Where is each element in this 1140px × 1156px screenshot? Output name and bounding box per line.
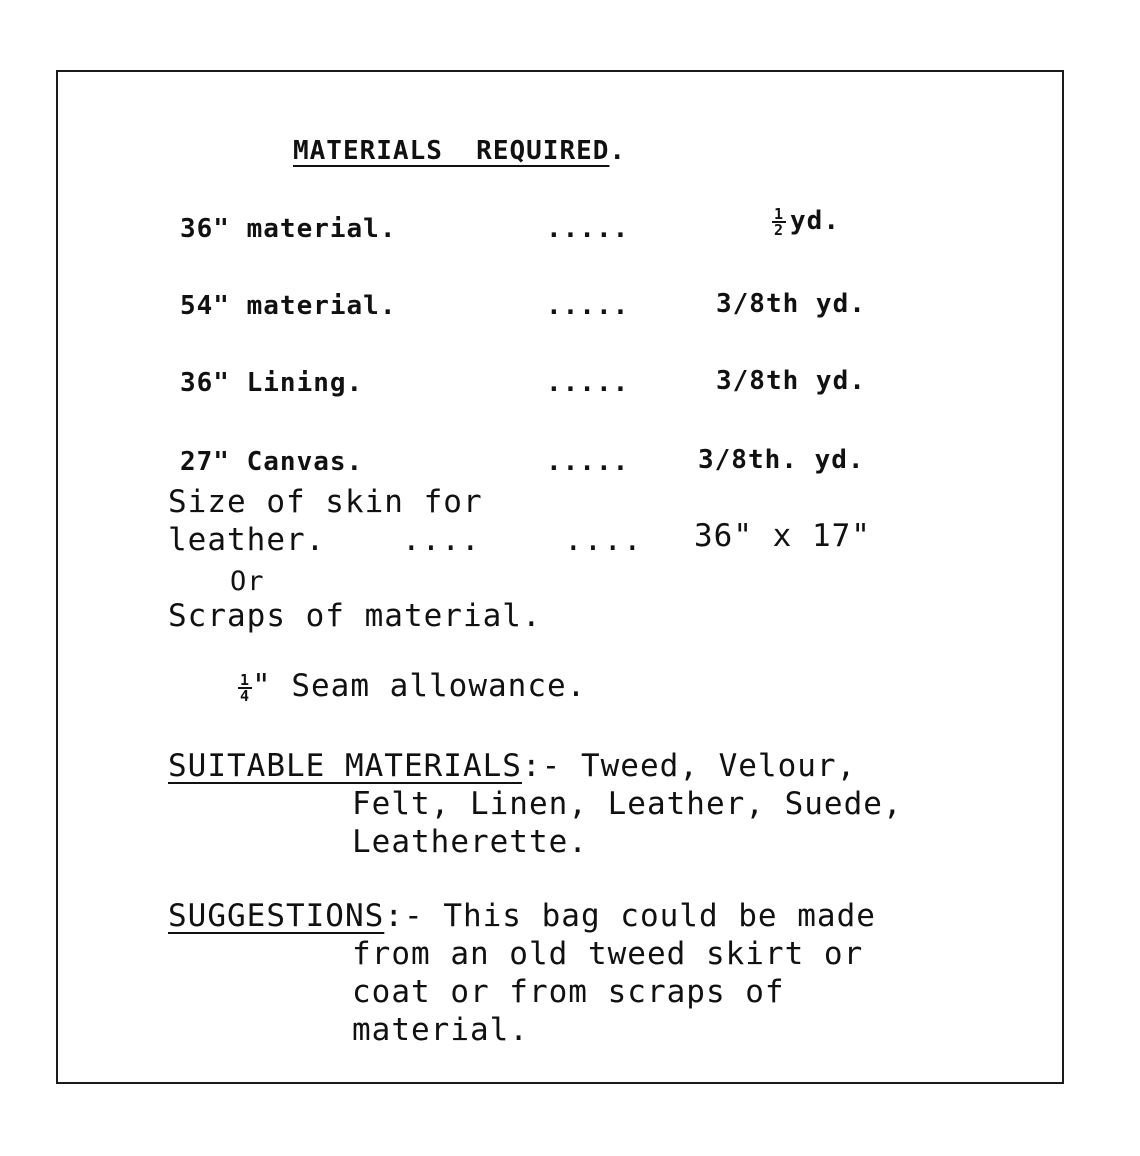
suggestions-label: SUGGESTIONS [168, 898, 385, 934]
suggestions-line-2: from an old tweed skirt or [352, 936, 864, 972]
leather-size: 36" x 17" [694, 518, 871, 554]
suitable-materials-line-3: Leatherette. [352, 824, 588, 860]
scraps-text: Scraps of material. [168, 598, 542, 634]
req-qty-4: 3/8th. yd. [698, 445, 865, 475]
fraction-half: $\frac{1}{2}$ [774, 204, 785, 239]
title-period: . [609, 136, 627, 166]
req-item-3: 36" Lining. [180, 368, 364, 398]
req-dots-1: ..... [546, 214, 630, 244]
suggestions-line-3: coat or from scraps of [352, 974, 785, 1010]
leather-line-1: Size of skin for [168, 484, 483, 520]
page-title [293, 136, 626, 166]
fraction-quarter: $\frac{1}{4}$ [240, 670, 251, 705]
req-item-1: 36" material. [180, 214, 397, 244]
leather-dots-2: .... [564, 522, 643, 558]
req-dots-2: ..... [546, 291, 630, 321]
suitable-materials-line-2: Felt, Linen, Leather, Suede, [352, 786, 903, 822]
req-item-4: 27" Canvas. [180, 447, 364, 477]
req-qty-3: 3/8th yd. [716, 366, 866, 396]
seam-allowance: $\frac{1}{4}$ " Seam allowance. [240, 668, 587, 705]
title-text: MATERIALS REQUIRED [293, 136, 610, 166]
suggestions-line-4: material. [352, 1012, 529, 1048]
leather-line-2: leather. [168, 522, 326, 558]
req-dots-4: ..... [546, 447, 630, 477]
or-label: Or [230, 566, 265, 597]
suitable-materials-label: SUITABLE MATERIALS [168, 748, 522, 784]
suitable-materials-line-1: SUITABLE MATERIALS:- Tweed, Velour, [168, 748, 857, 784]
suggestions-line-1: SUGGESTIONS:- This bag could be made [168, 898, 876, 934]
req-item-2: 54" material. [180, 291, 397, 321]
leather-dots-1: .... [402, 522, 481, 558]
req-dots-3: ..... [546, 368, 630, 398]
req-qty-1: $\frac{1}{2}$ yd. [774, 204, 840, 239]
req-qty-2: 3/8th yd. [716, 289, 866, 319]
